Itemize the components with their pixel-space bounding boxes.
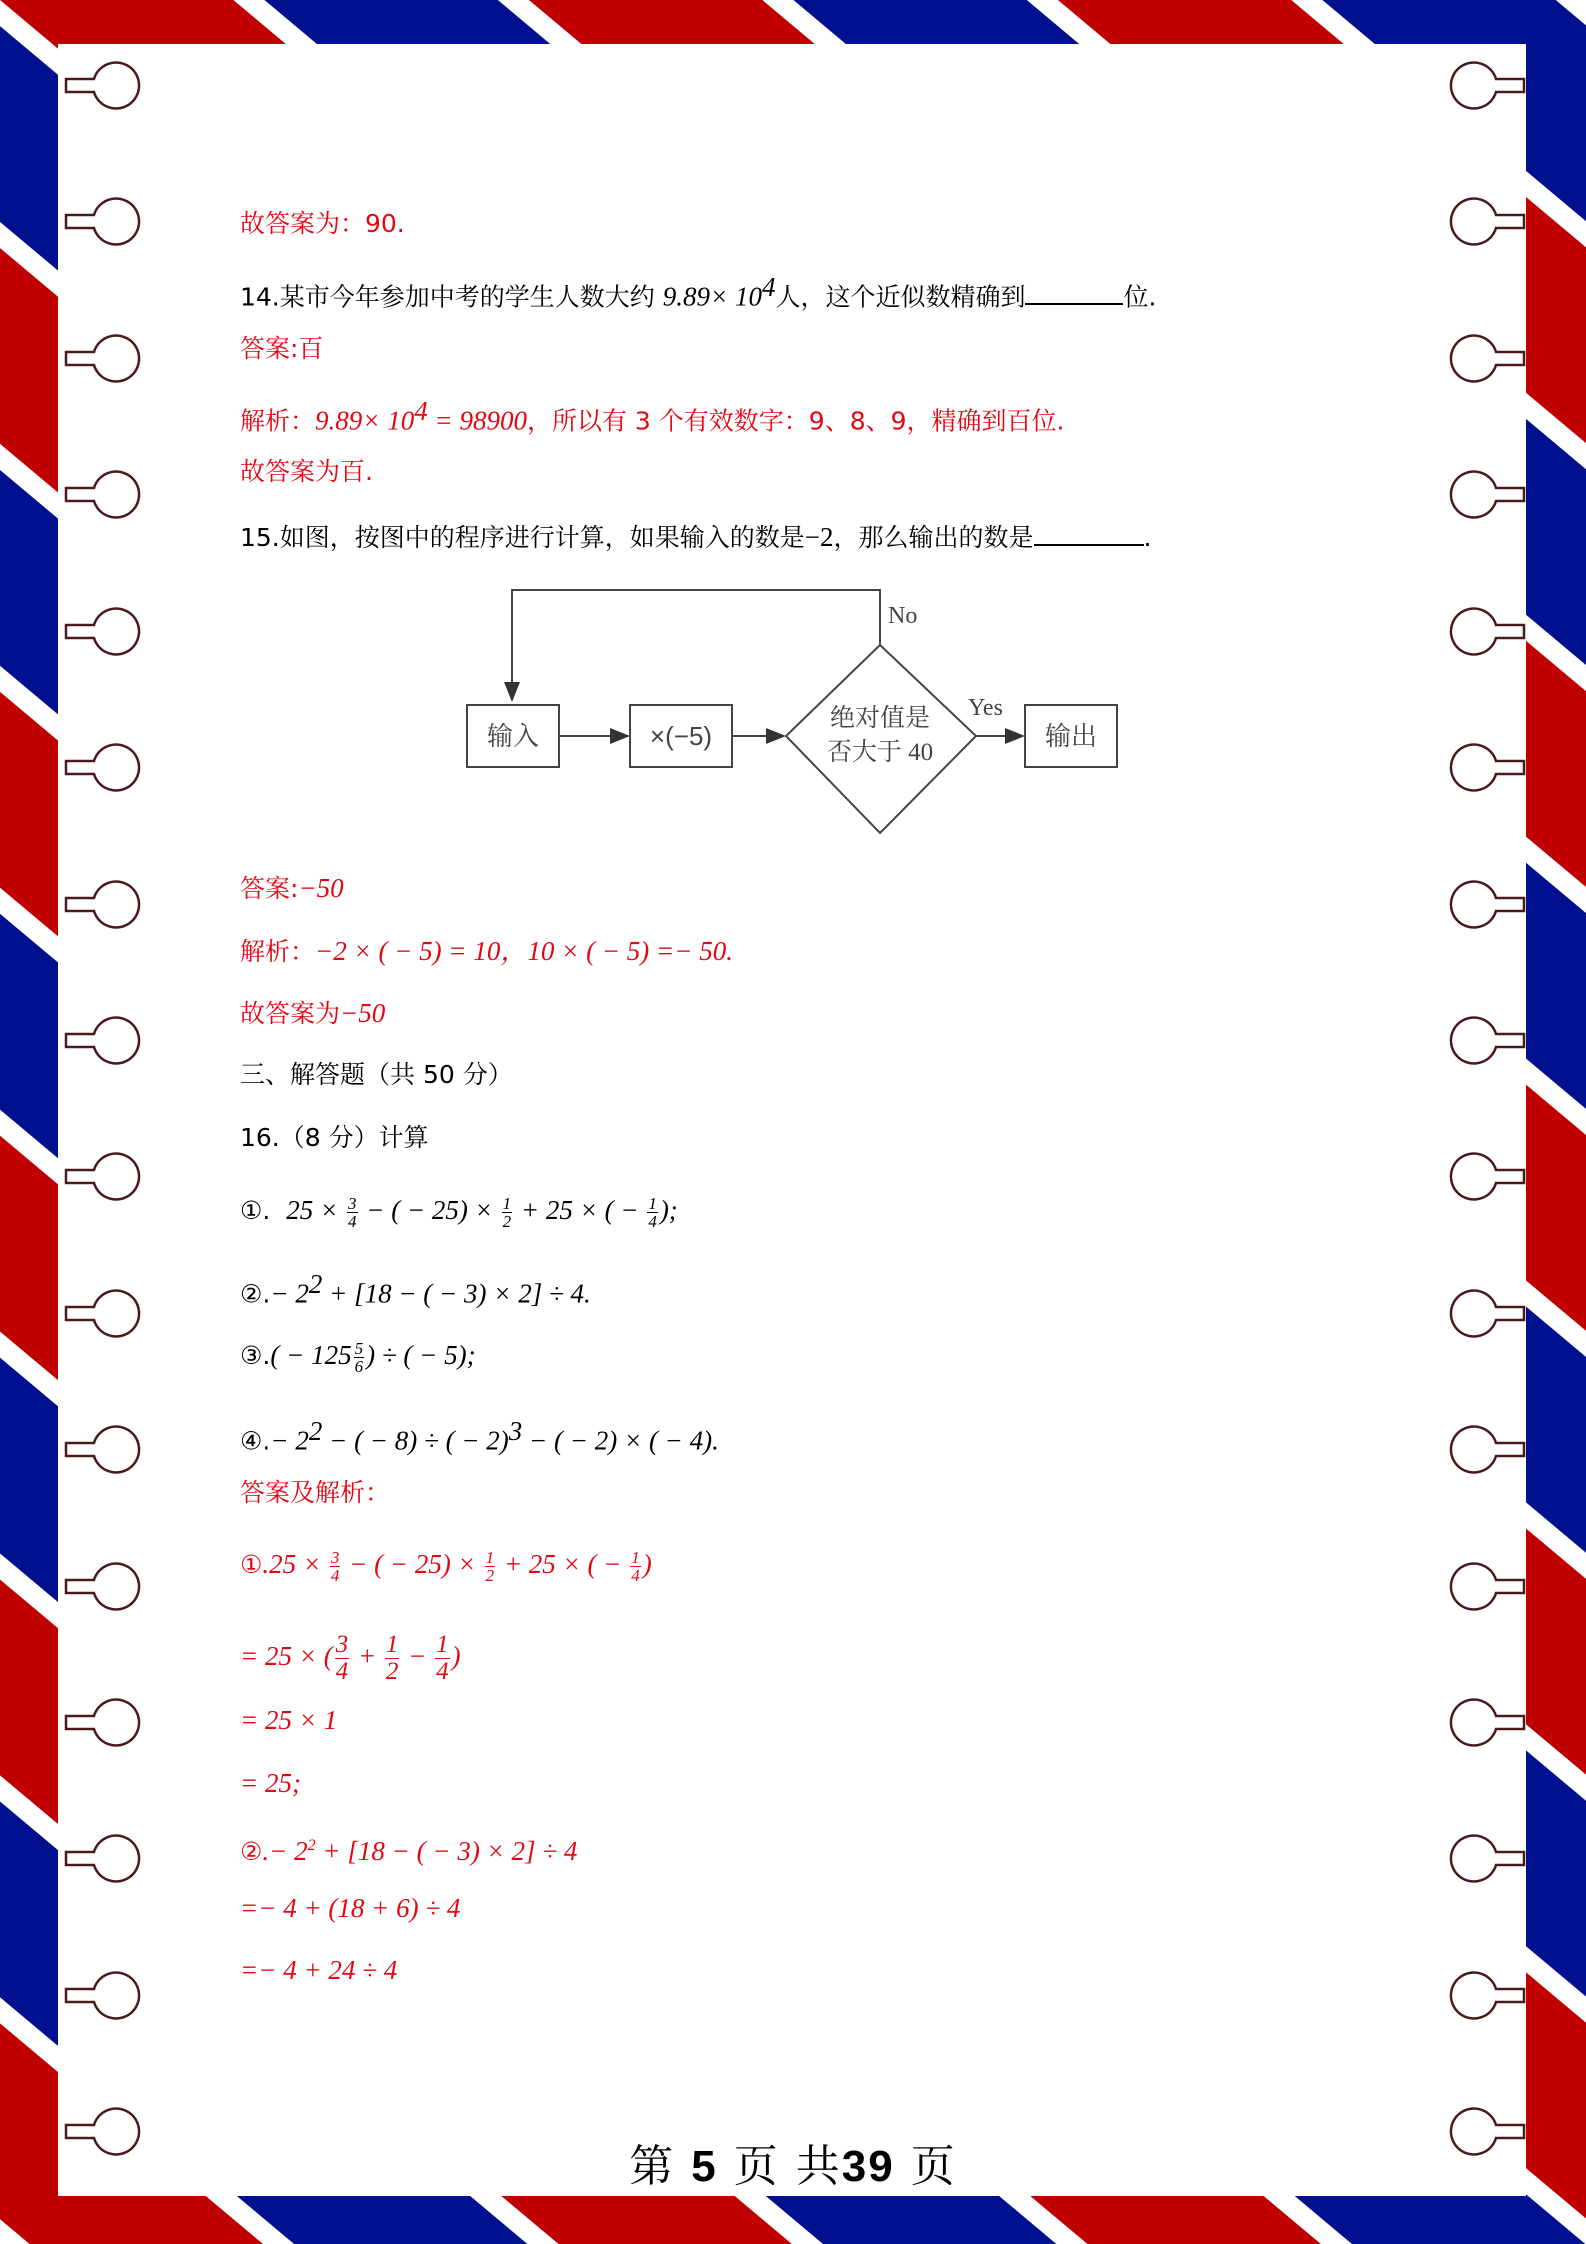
page-paper xyxy=(58,44,1526,2196)
binder-hole-icon xyxy=(1446,59,1526,111)
q14-answer: 答案:百 xyxy=(240,334,324,363)
binder-hole-icon xyxy=(1446,332,1526,384)
no-label: No xyxy=(888,603,918,629)
binder-hole-icon xyxy=(64,605,144,657)
binder-hole-icon xyxy=(64,468,144,520)
total-pages: 39 xyxy=(841,2142,895,2191)
binder-hole-icon xyxy=(1446,1969,1526,2021)
q16-item-3: ③.( − 125 $\frac{5}{6}$ ) ÷ ( − 5); xyxy=(240,1338,476,1376)
binder-hole-icon xyxy=(64,1696,144,1748)
binder-hole-icon xyxy=(64,1560,144,1612)
solution-line-4: = 25; xyxy=(240,1768,301,1798)
binder-hole-icon xyxy=(1446,605,1526,657)
binder-hole-icon xyxy=(1446,195,1526,247)
solution-line-3: = 25 × 1 xyxy=(240,1705,338,1735)
q16-item-4: ④.− $2^2$ − ( − 8) ÷ ( − 2)$^3$ − ( − 2) × ( − 4). xyxy=(240,1416,719,1456)
q16-header: 16.（8 分）计算 xyxy=(240,1123,429,1152)
binder-hole-icon xyxy=(64,1832,144,1884)
binder-hole-icon xyxy=(1446,468,1526,520)
loop-back-arrow xyxy=(512,590,880,700)
solution-line-1: ①.25 × $\frac{3}{4}$ − ( − 25) × $\frac{1}{2}$ + 25 × ( − $\frac{1}{4}$ ) xyxy=(240,1548,652,1586)
solution-line-5: ②.− $2^2 + [18$ − ( − 3) × 2] ÷ 4 xyxy=(240,1836,578,1866)
q14-conclusion: 故答案为百. xyxy=(240,457,373,486)
answer-blank xyxy=(1025,283,1123,305)
binder-hole-icon xyxy=(64,878,144,930)
binder-hole-icon xyxy=(1446,878,1526,930)
solution-label: 答案及解析： xyxy=(240,1478,391,1507)
q15-conclusion: 故答案为−50 xyxy=(240,998,386,1028)
answer-blank xyxy=(1034,524,1144,546)
op-label: ×(−5) xyxy=(649,721,713,751)
page-footer: 第 5 页 共39 页 xyxy=(629,2141,957,2192)
decision-line-1: 绝对值是 xyxy=(829,705,931,732)
binder-hole-icon xyxy=(1446,1150,1526,1202)
binder-hole-icon xyxy=(1446,1423,1526,1475)
binder-hole-icon xyxy=(64,1969,144,2021)
binder-hole-icon xyxy=(64,332,144,384)
binder-hole-icon xyxy=(64,1423,144,1475)
binder-hole-icon xyxy=(1446,1014,1526,1066)
binder-hole-icon xyxy=(1446,1560,1526,1612)
input-label: 输入 xyxy=(486,722,540,751)
yes-label: Yes xyxy=(968,695,1003,721)
binder-hole-icon xyxy=(1446,1696,1526,1748)
solution-line-7: =− 4 + 24 ÷ 4 xyxy=(240,1955,398,1985)
binder-hole-icon xyxy=(1446,1287,1526,1339)
q15-question: 15.如图，按图中的程序进行计算，如果输入的数是−2，那么输出的数是 . xyxy=(240,522,1152,552)
binder-hole-icon xyxy=(64,1287,144,1339)
binder-hole-icon xyxy=(64,741,144,793)
binder-hole-icon xyxy=(64,1014,144,1066)
solution-line-2: = 25 × ( $\frac{3}{4}$ + $\frac{1}{2}$ − $\frac{1}{4}$ ) xyxy=(240,1631,461,1685)
solution-line-6: =− 4 + (18 + 6) ÷ 4 xyxy=(240,1893,461,1923)
section-title: 三、解答题（共 50 分） xyxy=(240,1060,513,1089)
q16-item-2: ②.− $2^2 + [18$ − ( − 3) × 2] ÷ 4. xyxy=(240,1269,591,1309)
binder-hole-icon xyxy=(1446,741,1526,793)
current-page: 5 xyxy=(691,2142,718,2191)
flowchart-diagram xyxy=(460,585,1130,840)
q14-question: 14.某市今年参加中考的学生人数大约 $9.89\times 10^4$人，这个近似数精确到 位. xyxy=(240,272,1157,312)
q15-answer: 答案:−50 xyxy=(240,873,344,903)
q16-item-1: ①. 25 × $\frac{3}{4}$ − ( − 25) × $\frac{1}{2}$ + 25 × ( − $\frac{1}{4}$ ); xyxy=(240,1194,678,1232)
binder-hole-icon xyxy=(64,1150,144,1202)
output-label: 输出 xyxy=(1044,722,1098,751)
q14-analysis: 解析：$9.89\times 10^4 = 98900$，所以有 3 个有效数字：9、8、9，精确到百位. xyxy=(240,396,1065,436)
binder-hole-icon xyxy=(64,195,144,247)
binder-hole-icon xyxy=(64,59,144,111)
binder-hole-icon xyxy=(1446,1832,1526,1884)
q15-analysis: 解析：−2 × ( − 5) = 10，10 × ( − 5) =− 50. xyxy=(240,936,733,966)
decision-line-2: 否大于 40 xyxy=(826,739,934,766)
q13-conclusion: 故答案为：90. xyxy=(240,209,405,238)
